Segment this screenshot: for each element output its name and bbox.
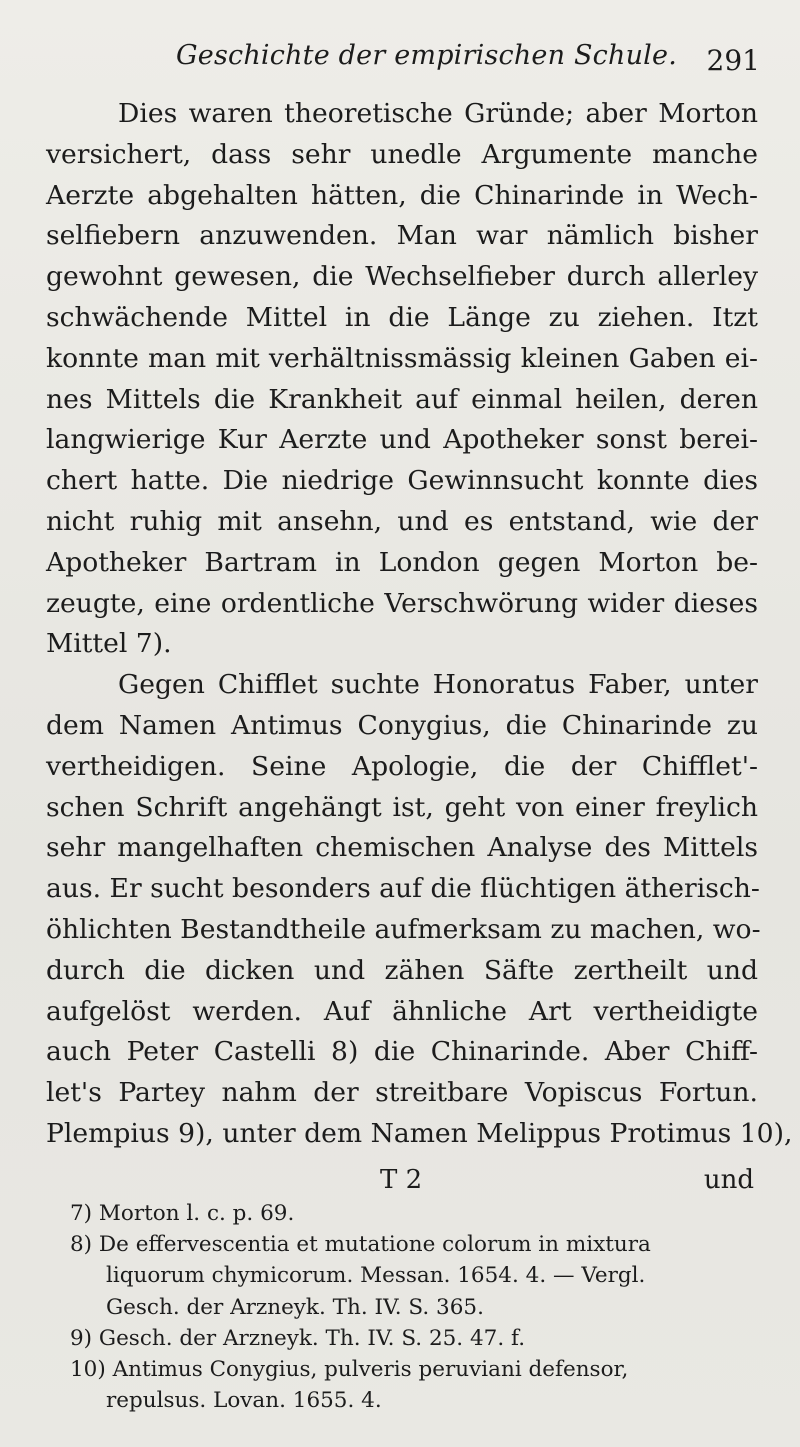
text-line: Mittel 7). (46, 628, 172, 660)
running-head: Geschichte der empirischen Schule. (176, 40, 677, 71)
text-line: aufgelöst werden. Auf ähnliche Art vertheidigte (46, 995, 758, 1027)
text-line: selfiebern anzuwenden. Man war nämlich bisher (46, 220, 758, 252)
footnote-line: 10) Antimus Conygius, pulveris peruviani defensor, (70, 1356, 629, 1382)
text-line: gewohnt gewesen, die Wechselfieber durch allerley (46, 261, 758, 293)
signature-mark: T 2 (380, 1165, 423, 1195)
text-line: let's Partey nahm der streitbare Vopiscus Fortun. (46, 1077, 758, 1109)
footnote-line: 9) Gesch. der Arzneyk. Th. IV. S. 25. 47. f. (70, 1325, 526, 1351)
text-line: durch die dicken und zähen Säfte zertheilt und (46, 954, 758, 986)
text-line: versichert, dass sehr unedle Argumente manche (46, 138, 758, 170)
text-line: dem Namen Antimus Conygius, die Chinarinde zu (46, 709, 758, 741)
text-line: schen Schrift angehängt ist, geht von einer freylich (46, 791, 758, 823)
text-line: vertheidigen. Seine Apologie, die der Chifflet'- (46, 750, 758, 782)
text-line: schwächende Mittel in die Länge zu ziehen. Itzt (46, 301, 758, 333)
text-line: zeugte, eine ordentliche Verschwörung wider dieses (46, 587, 758, 619)
footnote-line: 8) De effervescentia et mutatione colorum in mixtura (70, 1232, 651, 1258)
body-text (46, 94, 793, 1155)
text-line: Plempius 9), unter dem Namen Melippus Protimus 10), (46, 1117, 793, 1149)
text-line: nicht ruhig mit ansehn, und es entstand, wie der (46, 505, 758, 537)
text-line: Apotheker Bartram in London gegen Morton be- (46, 546, 758, 578)
text-line: nes Mittels die Krankheit auf einmal heilen, deren (46, 383, 758, 415)
footnote-line: 7) Morton l. c. p. 69. (70, 1201, 295, 1226)
text-line: Aerzte abgehalten hätten, die Chinarinde in Wech- (46, 179, 758, 211)
page-foot (46, 1160, 758, 1200)
text-line: öhlichten Bestandtheile aufmerksam zu machen, wo- (46, 913, 761, 945)
footnotes (70, 1198, 760, 1416)
text-line: langwierige Kur Aerzte und Apotheker sonst berei- (46, 424, 758, 456)
text-line: Dies waren theoretische Gründe; aber Morton (118, 98, 758, 129)
text-line: chert hatte. Die niedrige Gewinnsucht konnte dies (46, 465, 758, 497)
text-line: auch Peter Castelli 8) die Chinarinde. Aber Chiff- (46, 1036, 758, 1068)
text-line: Gegen Chifflet suchte Honoratus Faber, unter (118, 669, 758, 701)
text-line: sehr mangelhaften chemischen Analyse des Mittels (46, 832, 758, 864)
footnote-line: liquorum chymicorum. Messan. 1654. 4. — Vergl. (106, 1263, 646, 1289)
footnote-line: repulsus. Lovan. 1655. 4. (106, 1388, 382, 1414)
catchword: und (703, 1165, 754, 1195)
page-number: 291 (706, 44, 760, 77)
text-line: konnte man mit verhältnissmässig kleinen Gaben ei- (46, 342, 758, 374)
text-line: aus. Er sucht besonders auf die flüchtigen ätherisch- (46, 873, 760, 905)
footnote-line: Gesch. der Arzneyk. Th. IV. S. 365. (106, 1294, 484, 1320)
page-header (40, 40, 760, 84)
